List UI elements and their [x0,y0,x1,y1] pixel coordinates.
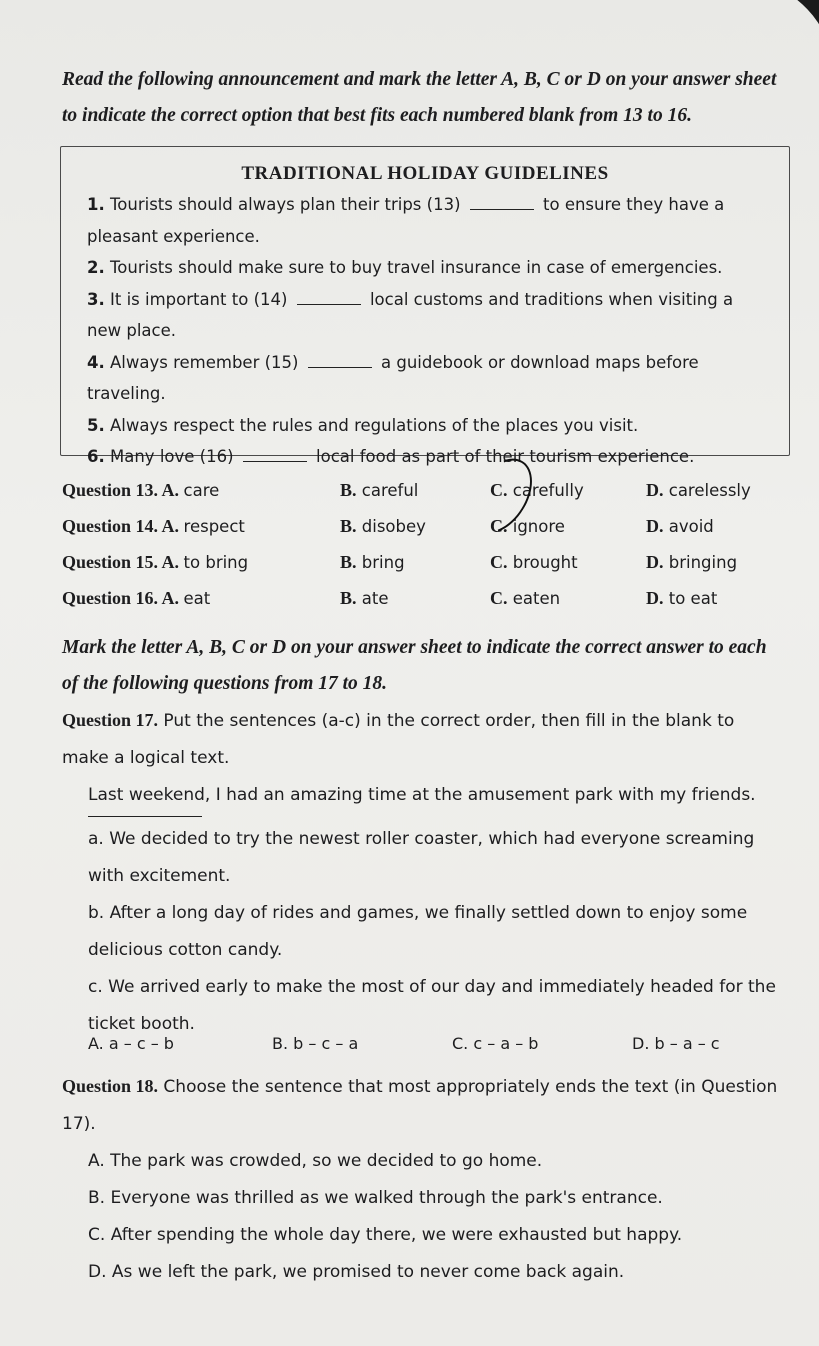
option-b[interactable]: B. bring [340,552,405,572]
announcement-item: 3. It is important to (14) local customs and traditions when visiting a new place. [87,289,734,340]
announcement-item: 2. Tourists should make sure to buy travel insurance in case of emergencies. [87,258,723,277]
announcement-box [60,146,790,466]
question-13: Question 13. A. care B. careful C. carefully D. carelessly [62,480,751,500]
question-18: Question 18. Choose the sentence that most appropriately ends the text (in Question 17). A. The park was crowded, so we decided to go home. B. Everyone was thrilled as we walked through the park's entrance. C. After spending the whole day there, we were exhausted but happy. D. As we left the park, we promised to never come back again. [62,1068,782,1291]
option-c[interactable]: C. carefully [490,480,584,500]
option-b[interactable]: B. ate [340,588,389,608]
q17-blank [88,816,202,817]
question-15: Question 15. A. to bring B. bring C. brought D. bringing [62,552,738,572]
announcement-item: 6. Many love (16) local food as part of their tourism experience. [87,447,695,466]
question-16: Question 16. A. eat B. ate C. eaten D. to eat [62,588,718,608]
q17-sentence-a: a. We decided to try the newest roller coaster, which had everyone screaming with excitement. [88,829,755,886]
q18-option-d[interactable]: D. As we left the park, we promised to never come back again. [88,1262,625,1282]
q18-option-c[interactable]: C. After spending the whole day there, we were exhausted but happy. [88,1225,683,1245]
option-d[interactable]: D. avoid [646,516,714,536]
option-d[interactable]: D. carelessly [646,480,751,500]
blank-15 [308,366,372,368]
announcement-item: 5. Always respect the rules and regulations of the places you visit. [87,415,639,435]
question-14: Question 14. A. respect B. disobey C. ignore D. avoid [62,516,714,536]
q17-option-c[interactable]: C. c – a – b [452,1034,539,1053]
q17-sentence-b: b. After a long day of rides and games, we finally settled down to enjoy some delicious cotton candy. [88,903,748,960]
q18-option-a[interactable]: A. The park was crowded, so we decided to go home. [88,1151,543,1171]
option-c[interactable]: C. brought [490,552,578,572]
q17-option-b[interactable]: B. b – c – a [272,1034,359,1053]
option-d[interactable]: D. to eat [646,588,718,608]
option-d[interactable]: D. bringing [646,552,738,572]
q17-option-a[interactable]: A. a – c – b [88,1034,174,1053]
option-c[interactable]: C. ignore [490,516,565,536]
blank-16 [243,460,307,462]
instruction-part1: Read the following announcement and mark the letter A, B, C or D on your answer sheet to indicate the correct option that best fits each numbered blank from 13 to 16. [62,69,777,126]
blank-14 [297,303,361,305]
question-17: Question 17. Put the sentences (a-c) in the correct order, then fill in the blank to make a logical text. Last weekend, I had an amazing time at the amusement park with my friends. a. We decided to try the newest roller coaster, which had everyone screaming with excitement. b. After a long day of rides and games, we finally settled down to enjoy some delicious cotton candy. c. We arrived early to make the most of our day and immediately headed for the ticket booth. [62,702,782,1043]
announcement-body [61,185,789,473]
announcement-item: 4. Always remember (15) a guidebook or download maps before traveling. [87,352,699,403]
q17-option-d[interactable]: D. b – a – c [632,1034,720,1053]
instruction-part2: Mark the letter A, B, C or D on your answer sheet to indicate the correct answer to each of the following questions from 17 to 18. [62,637,767,694]
q18-option-b[interactable]: B. Everyone was thrilled as we walked through the park's entrance. [88,1188,663,1208]
blank-13 [470,208,534,210]
option-b[interactable]: B. disobey [340,516,426,536]
announcement-title: TRADITIONAL HOLIDAY GUIDELINES [241,163,609,184]
announcement-item: 1. Tourists should always plan their trips (13) to ensure they have a pleasant experience. [87,195,725,246]
option-b[interactable]: B. careful [340,480,419,500]
q17-sentence-c: c. We arrived early to make the most of our day and immediately headed for the ticket booth. [88,977,776,1034]
q17-intro: Last weekend, I had an amazing time at the amusement park with my friends. [88,785,756,805]
option-c[interactable]: C. eaten [490,588,561,608]
